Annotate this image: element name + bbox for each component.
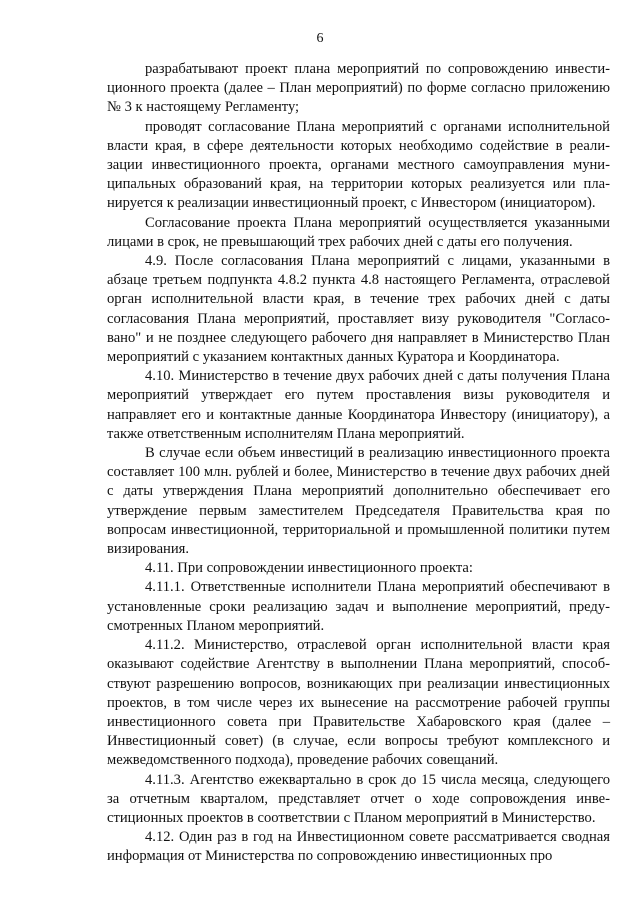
paragraph-investment-volume: В случае если объем инвестиций в реализацию инвестиционного проекта составляет 100 млн. рублей и более, Министерство в течение двух рабочих дней с даты утверждения Плана мероприятий дополнительно обеспечивает его утверждение первым заместителем Председателя Правительства края по вопросам инвестиционной, территориальной и промышленной политики путем визирования. bbox=[107, 445, 610, 558]
paragraph-4-11: 4.11. При сопровождении инвестиционного проекта: bbox=[145, 560, 473, 577]
paragraph-4-12: 4.12. Один раз в год на Инвестиционном совете рассматривается сводная информация от Министерства по сопровождению инвестиционных про bbox=[107, 829, 610, 865]
document-body bbox=[107, 60, 610, 867]
paragraph-4-9: 4.9. После согласования Плана мероприятий с лицами, указанными в абзаце третьем подпункта 4.8.2 пункта 4.8 настоящего Регламента, отраслевой орган исполнительной власти края, в течение трех рабочих дней с даты согласования Плана мероприятий, проставляет визу руководителя "Согласовано" и не позднее следующего рабочего дня направляет в Министерство План мероприятий с указанием контактных данных Куратора и Координатора. bbox=[107, 253, 610, 366]
paragraph-approve-plan: проводят согласование Плана мероприятий с органами исполнительной власти края, в сфере деятельности которых необходимо содействие в реализации инвестиционного проекта, органами местного самоуправления муниципальных образований края, на территории которых реализуется или планируется к реализации инвестиционный проект, с Инвестором (инициатором). bbox=[107, 118, 610, 212]
paragraph-approval-term: Согласование проекта Плана мероприятий осуществляется указанными лицами в срок, не превышающий трех рабочих дней с даты его получения. bbox=[107, 214, 610, 250]
paragraph-4-10: 4.10. Министерство в течение двух рабочих дней с даты получения Плана мероприятий утверждает его путем проставления визы руководителя и направляет его и контактные данные Координатора Инвестору (инициатору), а также ответственным исполнителям Плана мероприятий. bbox=[107, 368, 610, 442]
paragraph-4-11-3: 4.11.3. Агентство ежеквартально в срок до 15 числа месяца, следующего за отчетным кварталом, представляет отчет о ходе сопровождения инвестиционных проектов в соответствии с Планом мероприятий в Министерство. bbox=[107, 771, 610, 826]
paragraph-4-11-1: 4.11.1. Ответственные исполнители Плана мероприятий обеспечивают в установленные сроки реализацию задач и выполнение мероприятий, предусмотренных Планом мероприятий. bbox=[107, 579, 610, 634]
page-number: 6 bbox=[316, 31, 324, 46]
paragraph-4-11-2: 4.11.2. Министерство, отраслевой орган исполнительной власти края оказывают содействие Агентству в выполнении Плана мероприятий, способствуют разрешению вопросов, возникающих при реализации инвестиционных проектов, в том числе через их вынесение на рассмотрение рабочей группы инвестиционного совета при Правительстве Хабаровского края (далее – Инвестиционный совет) (в случае, если вопросы требуют комплексного и межведомственного подхода), проведение рабочих совещаний. bbox=[107, 637, 610, 769]
paragraph-develop-plan: разрабатывают проект плана мероприятий по сопровождению инвестиционного проекта (далее – План мероприятий) по форме согласно приложению № 3 к настоящему Регламенту; bbox=[107, 61, 610, 116]
